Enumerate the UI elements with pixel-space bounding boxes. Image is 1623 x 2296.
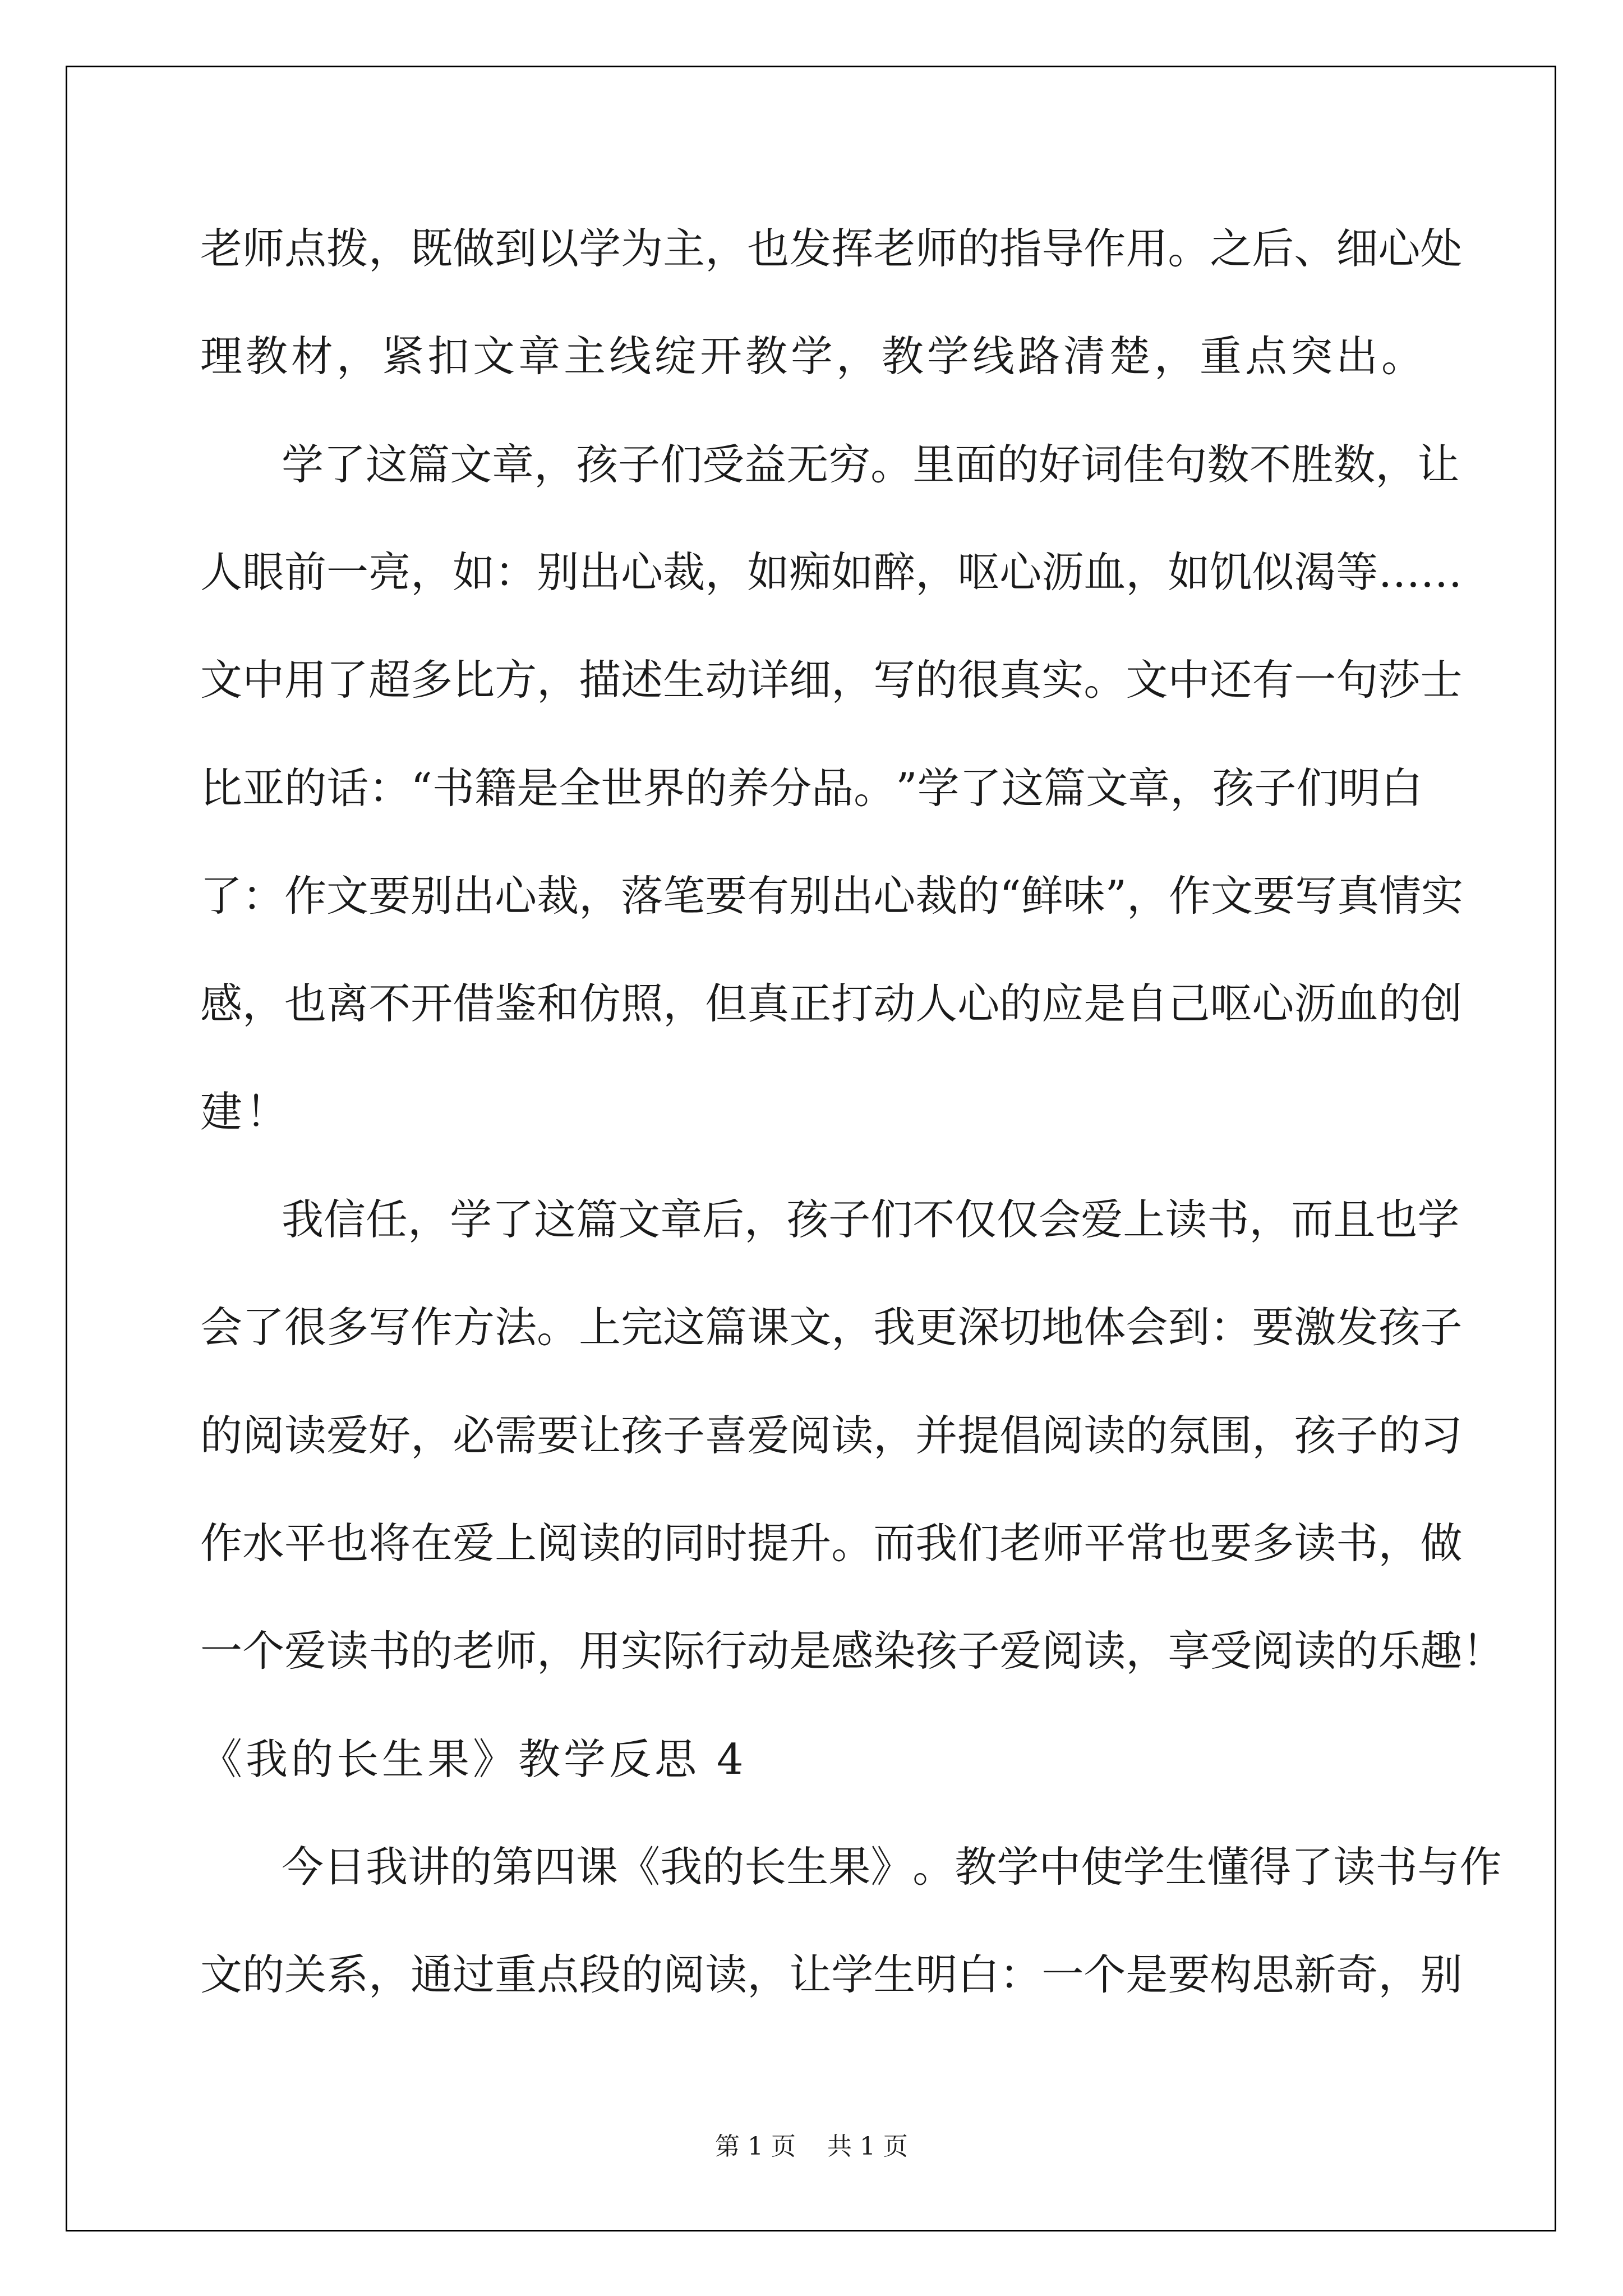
text-line: 的 阅 读 爱 好 ， 必 需 要 让 孩 子 喜 爱 阅 读 ， 并 提 倡 阅 读 的 氛 围 ， 孩 子 的 习 (200, 1411, 1463, 1460)
text-line: 今 日 我 讲 的 第 四 课 《 我 的 长 生 果 》 。 教 学 中 使 学 生 懂 得 了 读 书 与 作 (282, 1842, 1502, 1892)
section-heading: 《我的长生果》教学反思 4 (200, 1734, 747, 1784)
text-line: 一 个 爱 读 书 的 老 师 ， 用 实 际 行 动 是 感 染 孩 子 爱 阅 读 ， 享 受 阅 读 的 乐 趣 ！ (200, 1626, 1505, 1676)
text-line: 了 ： 作 文 要 别 出 心 裁 ， 落 笔 要 有 别 出 心 裁 的 “ 鲜 味 ” ， 作 文 要 写 真 情 实 (200, 871, 1464, 921)
text-line: 感 ， 也 离 不 开 借 鉴 和 仿 照 ， 但 真 正 打 动 人 心 的 应 是 自 己 呕 心 沥 血 的 创 (200, 979, 1463, 1028)
text-line: 老 师 点 拨 ， 既 做 到 以 学 为 主 ， 也 发 挥 老 师 的 指 导 作 用 。 之 后 、 细 心 处 (200, 224, 1463, 273)
text-line: 文 的 关 系 ， 通 过 重 点 段 的 阅 读 ， 让 学 生 明 白 ： 一 个 是 要 构 思 新 奇 ， 别 (200, 1950, 1463, 1999)
text-line: 作 水 平 也 将 在 爱 上 阅 读 的 同 时 提 升 。 而 我 们 老 师 平 常 也 要 多 读 书 ， 做 (200, 1519, 1463, 1568)
text-line: 学 了 这 篇 文 章 ， 孩 子 们 受 益 无 穷 。 里 面 的 好 词 佳 句 数 不 胜 数 ， 让 (282, 440, 1460, 489)
text-line: 会 了 很 多 写 作 方 法 。 上 完 这 篇 课 文 ， 我 更 深 切 地 体 会 到 ： 要 激 发 孩 子 (200, 1303, 1463, 1352)
text-line: 文 中 用 了 超 多 比 方 ， 描 述 生 动 详 细 ， 写 的 很 真 实 。 文 中 还 有 一 句 莎 士 (200, 655, 1463, 705)
page-border (66, 66, 1556, 2231)
text-line: 建！ (200, 1087, 292, 1137)
page-number: 第 1 页 共 1 页 (715, 2132, 908, 2161)
text-line: 比 亚 的 话 ： “ 书 籍 是 全 世 界 的 养 分 品 。 ” 学 了 这 篇 文 章 ， 孩 子 们 明 白 (200, 763, 1423, 813)
text-line: 人 眼 前 一 亮 ， 如 ： 别 出 心 裁 ， 如 痴 如 醉 ， 呕 心 沥 血 ， 如 饥 似 渴 等 … … (200, 547, 1463, 597)
text-line: 理教材，紧扣文章主线绽开教学，教学线路清楚，重点突出。 (200, 332, 1427, 381)
text-line: 我 信 任 ， 学 了 这 篇 文 章 后 ， 孩 子 们 不 仅 仅 会 爱 上 读 书 ， 而 且 也 学 (282, 1195, 1460, 1244)
